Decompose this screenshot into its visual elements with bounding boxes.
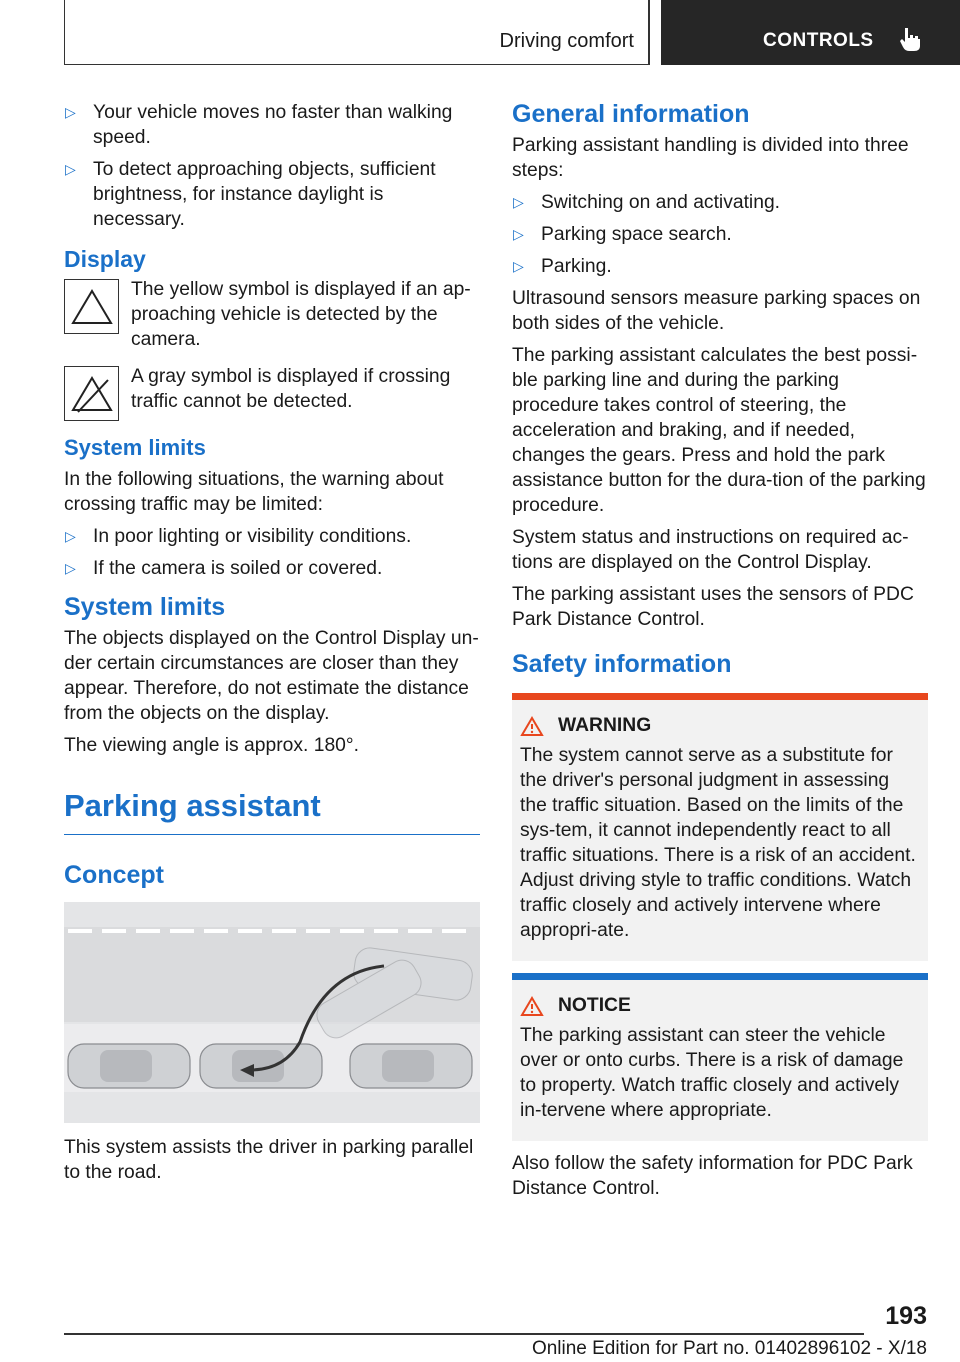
triangle-bullet-icon: ▷	[513, 226, 524, 242]
chapter-heading: Parking assistant	[64, 788, 480, 835]
paragraph: The objects displayed on the Control Display un‐der certain circumstances are closer than they appear. Therefore, do not estimate the distance from the objects on the display.	[64, 628, 479, 724]
header-chapter-tab	[661, 0, 960, 65]
display-heading: Display	[64, 246, 146, 272]
steps-list	[512, 190, 928, 279]
paragraph: The parking assistant calculates the best possi‐ble parking line and during the parking procedure takes control of steering, the acceleration and braking, and if needed, changes the gears. Press and hold the park assistance button for the dura‐tion of the parking procedure.	[512, 345, 926, 516]
header-chapter-label: CONTROLS	[763, 30, 874, 51]
list-item: ▷ Your vehicle moves no faster than walking speed.	[65, 102, 453, 148]
right-column	[512, 100, 928, 1208]
warning-label: WARNING	[558, 715, 652, 736]
safety-information-heading: Safety information	[512, 650, 732, 678]
triangle-bullet-icon: ▷	[513, 194, 524, 210]
limits-intro: In the following situations, the warning about crossing traffic may be limited:	[64, 469, 444, 515]
triangle-bullet-icon: ▷	[65, 528, 76, 544]
system-limits-heading: System limits	[64, 593, 226, 621]
notice-box	[512, 973, 928, 1141]
notice-label: NOTICE	[558, 995, 631, 1016]
paragraph: The viewing angle is approx. 180°.	[64, 735, 359, 756]
symbol-row-yellow	[64, 277, 480, 352]
list-item: ▷ If the camera is soiled or covered.	[65, 558, 383, 579]
intro-bullet-list	[64, 100, 480, 232]
concept-caption: This system assists the driver in parking parallel to the road.	[64, 1137, 474, 1183]
concept-heading: Concept	[64, 861, 164, 889]
notice-bar	[512, 973, 928, 980]
triangle-bullet-icon: ▷	[513, 258, 524, 274]
paragraph: The parking assistant uses the sensors of PDC Park Distance Control.	[512, 584, 914, 630]
triangle-bullet-icon: ▷	[65, 560, 76, 576]
closing-paragraph: Also follow the safety information for PDC Park Distance Control.	[512, 1153, 913, 1199]
notice-text: The parking assistant can steer the vehicle over or onto curbs. There is a risk of damage to property. Watch traffic closely and actively in‐tervene where appropriate.	[520, 1025, 904, 1121]
limits-bullet-list	[64, 524, 480, 581]
warning-triangle-icon	[64, 279, 119, 334]
general-intro: Parking assistant handling is divided into three steps:	[512, 135, 909, 181]
list-item: ▷ Parking space search.	[513, 224, 732, 245]
page-number: 193	[885, 1302, 927, 1330]
paragraph: Ultrasound sensors measure parking spaces on both sides of the vehicle.	[512, 288, 921, 334]
footer-divider	[64, 1333, 864, 1335]
symbol-description: The yellow symbol is displayed if an ap‐proaching vehicle is detected by the camera.	[131, 279, 471, 350]
warning-triangle-icon	[520, 716, 544, 737]
system-limits-subheading: System limits	[64, 435, 206, 460]
warning-triangle-icon	[520, 996, 544, 1017]
parking-illustration	[64, 902, 480, 1123]
list-item: ▷ To detect approaching objects, sufficient brightness, for instance daylight is necessary.	[65, 159, 436, 230]
triangle-bullet-icon: ▷	[65, 104, 76, 120]
header-section-title: Driving comfort	[499, 30, 634, 52]
header-separator	[648, 0, 650, 65]
warning-bar	[512, 693, 928, 700]
warning-box	[512, 693, 928, 961]
notice-title	[520, 995, 920, 1017]
list-item: ▷ Switching on and activating.	[513, 192, 781, 213]
warning-triangle-crossed-icon	[64, 366, 119, 421]
footer-edition: Online Edition for Part no. 01402896102 - X/18	[531, 1338, 927, 1359]
general-information-heading: General information	[512, 100, 750, 128]
symbol-row-gray	[64, 364, 480, 421]
warning-text: The system cannot serve as a substitute for the driver's personal judgment in assessing the traffic situation. Based on the limits of the sys‐tem, it cannot independently react to all traffic situations. There is a risk of an accident. Adjust driving style to traffic conditions. Watch traffic closely and actively intervene where appropri‐ate.	[520, 745, 916, 941]
left-column	[64, 100, 480, 1192]
triangle-bullet-icon: ▷	[65, 161, 76, 177]
warning-title	[520, 715, 920, 737]
pointing-hand-icon	[897, 26, 923, 52]
list-item: ▷ Parking.	[513, 256, 612, 277]
symbol-description: A gray symbol is displayed if crossing traffic cannot be detected.	[131, 366, 451, 412]
list-item: ▷ In poor lighting or visibility conditions.	[65, 526, 412, 547]
paragraph: System status and instructions on required ac‐tions are displayed on the Control Display.	[512, 527, 909, 573]
